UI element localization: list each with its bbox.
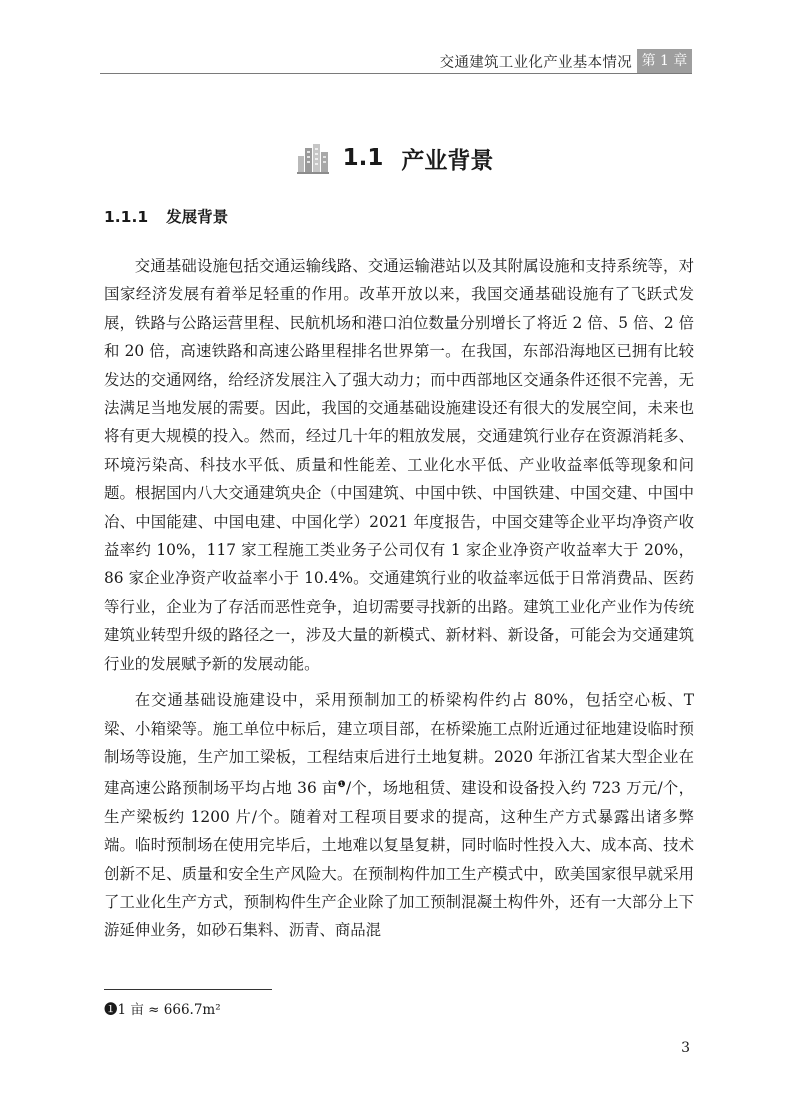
footnote-rule xyxy=(104,989,272,990)
body-text xyxy=(104,252,694,953)
footnote-reference[interactable]: ❶ xyxy=(337,780,346,791)
paragraph: 交通基础设施包括交通运输线路、交通运输港站以及其附属设施和支持系统等，对国家经济发展有着举足轻重的作用。改革开放以来，我国交通基础设施有了飞跃式发展，铁路与公路运营里程、民航机场和港口泊位数量分别增长了将近 2 倍、5 倍、2 倍和 20 倍，高速铁路和高速公路里程排名世界第一。在我国，东部沿海地区已拥有比较发达的交通网络，给经济发展注入了强大动力；而中西部地区交通条件还很不完善，无法满足当地发展的需要。因此，我国的交通基础设施建设还有很大的发展空间，未来也将有更大规模的投入。然而，经过几十年的粗放发展，交通建筑行业存在资源消耗多、环境污染高、科技水平低、质量和性能差、工业化水平低、产业收益率低等现象和问题。根据国内八大交通建筑央企（中国建筑、中国中铁、中国铁建、中国交建、中国中冶、中国能建、中国电建、中国化学）2021 年度报告，中国交建等企业平均净资产收益率约 10%，117 家工程施工类业务子公司仅有 1 家企业净资产收益率大于 20%，86 家企业净资产收益率小于 10.4%。交通建筑行业的收益率远低于日常消费品、医药等行业，企业为了存活而恶性竞争，迫切需要寻找新的出路。建筑工业化产业作为传统建筑业转型升级的路径之一，涉及大量的新模式、新材料、新设备，可能会为交通建筑行业的发展赋予新的发展动能。 xyxy=(104,257,694,673)
subsection-heading xyxy=(104,205,228,227)
paragraph-text: /个，场地租赁、建设和设备投入约 723 万元/个，生产梁板约 1200 片/个。随着对工程项目要求的提高，这种生产方式暴露出诸多弊端。临时预制场在使用完毕后，土地难以复垦复耕，同时临时性投入大、成本高、技术创新不足、质量和安全生产风险大。在预制构件加工生产模式中，欧美国家很早就采用了工业化生产方式，预制构件生产企业除了加工预制混凝土构件外，还有一大部分上下游延伸业务，如砂石集料、沥青、商品混 xyxy=(104,779,694,940)
header-rule xyxy=(100,73,692,74)
footnote xyxy=(104,998,221,1018)
subsection-title: 发展背景 xyxy=(166,208,229,226)
footnote-text: 1 亩 ≈ 666.7m² xyxy=(117,1002,221,1018)
section-heading xyxy=(0,140,790,176)
paragraph-text: 在交通基础设施建设中，采用预制加工的桥梁构件约占 80%，包括空心板、T 梁、小箱梁等。施工单位中标后，建立项目部，在桥梁施工点附近通过征地建设临时预制场等设施，生产加工梁板，工程结束后进行土地复耕。2020 年浙江省某大型企业在建高速公路预制场平均占地 36 亩 xyxy=(104,691,694,798)
section-number: 1.1 xyxy=(342,145,384,171)
page-number: 3 xyxy=(681,1040,690,1056)
paragraph xyxy=(104,686,694,945)
subsection-number: 1.1.1 xyxy=(104,208,149,226)
chapter-badge: 第 1 章 xyxy=(637,49,692,73)
running-header xyxy=(100,49,692,73)
running-title: 交通建筑工业化产业基本情况 xyxy=(439,55,632,71)
footnote-marker: ❶ xyxy=(104,1002,118,1018)
section-title: 产业背景 xyxy=(401,147,494,174)
buildings-icon xyxy=(297,142,329,174)
